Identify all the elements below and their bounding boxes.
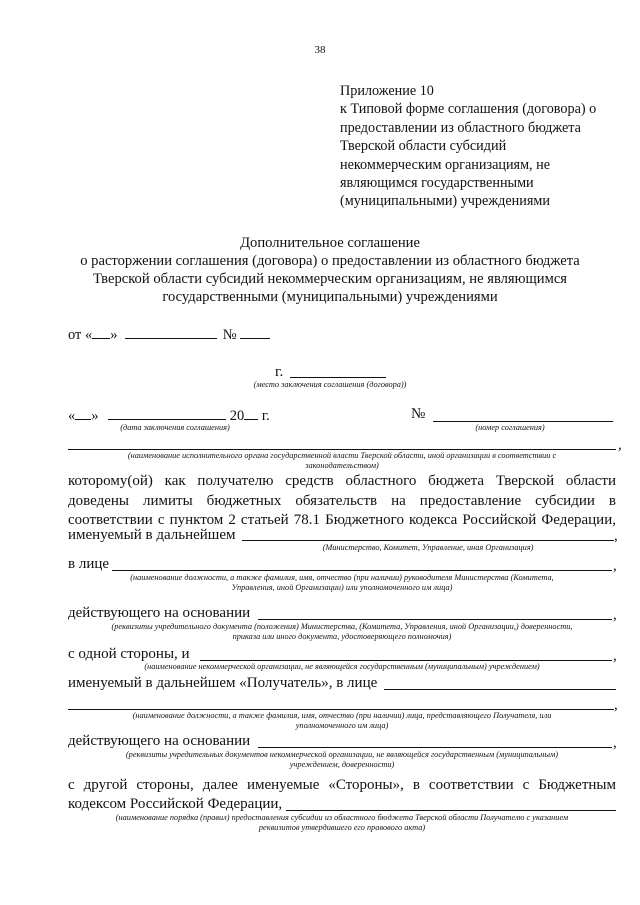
recipient-caption: (наименование должности, а также фамилия, имя, отчество (при наличии) лица, представляющего Получателя, или уполномоченного им лица): [132, 711, 552, 730]
other-side-paragraph: с другой стороны, далее именуемые «Стороны», в соответствии с Бюджетным: [68, 777, 616, 793]
appendix-line: предоставлении из областного бюджета: [340, 119, 581, 136]
recipient-acting-caption: (реквизиты учредительных документов некоммерческой организации, не являющейся государственным (муниципальным) учреждением, доверенности): [125, 750, 559, 769]
place-caption: (место заключения соглашения (договора)): [253, 380, 407, 389]
appendix-line: являющимся государственными: [340, 175, 534, 192]
title-line: Тверской области субсидий некоммерческим организациям, не являющимся: [92, 271, 568, 287]
agreement-date-line: « » 20 г.: [68, 408, 270, 424]
appendix-header: [340, 82, 625, 211]
named-label: именуемый в дальнейшем: [68, 527, 236, 543]
number-blank[interactable]: [240, 326, 270, 339]
agreement-day-blank[interactable]: [75, 407, 91, 420]
procedure-caption: (наименование порядка (правил) предоставления субсидии из областного бюджета Тверской области Получателю с указанием реквизитов утвердившего его правового акта): [115, 813, 569, 832]
document-page: 38 Приложение 10 к Типовой форме соглашения (договора) о предоставлении из областного бюджета Тверской области субсидий некоммерческим организациям, не являющимся государственными (муниципальными) учреждениями Дополнительное соглашение о расторжении соглашения (договора) о предоставлении из областного бюджета Тверской области субсидий некоммерческим организациям, не являющимся государственными (муниципальными) учреждениями от « » № г. (место заключения соглашения (договора)) « » 20 г. № (дата заключения соглашения) (номер соглашения) , (наименование исполнительного органа государственной власти Тверской области, иной организации в соответствии с законодательством) которому(ой) как получателю средств областного бюджета Тверской области доведены лимиты бюджетных обязательств на предоставление субсидии в соответствии с пунктом 2 статьей 78.1 Бюджетного кодекса Российской Федерации, именуемый в дальнейшем , (Министерство, Комитет, Управление, иная Организация) в лице , (наименование должности, а также фамилия, имя, отчество (при наличии) руководителя Министерства (Комитета, Управления, иной Организации) или уполномоченного им лица) действующего на основании , (реквизиты учредительного документа (положения) Министерства, (Комитета, Управления, иной Организации,) доверенности, приказа или иного документа, удостоверяющего полномочия) с одной стороны, и , (наименование некоммерческой организации, не являющейся государственным (муниципальным) учреждением) именуемый в дальнейшем «Получатель», в лице , (наименование должности, а также фамилия, имя, отчество (при наличии) лица, представляющего Получателя, или уполномоченного им лица) действующего на основании , (реквизиты учредительных документов некоммерческой организации, не являющейся государственным (муниципальным) учреждением, доверенности) с другой стороны, далее именуемые «Стороны», в соответствии с Бюджетным кодексом Российской Федерации, (наименование порядка (правил) предоставления субсидии из областного бюджета Тверской области Получателю с указанием реквизитов утвердившего его правового акта): [0, 0, 640, 905]
budget-code-label: кодексом Российской Федерации,: [68, 796, 283, 812]
named-caption: (Министерство, Комитет, Управление, иная Организация): [322, 543, 534, 552]
month-blank[interactable]: [125, 326, 217, 339]
document-title: [60, 234, 600, 306]
organization-blank[interactable]: [200, 660, 612, 661]
in-person-blank[interactable]: [112, 570, 612, 571]
title-line: государственными (муниципальными) учреждениями: [162, 289, 498, 305]
named-blank[interactable]: [242, 540, 614, 541]
executive-body-blank[interactable]: [68, 449, 616, 450]
appendix-line: (муниципальными) учреждениями: [340, 193, 550, 210]
title-line: о расторжении соглашения (договора) о предоставлении из областного бюджета: [80, 253, 580, 269]
date-caption: (дата заключения соглашения): [120, 423, 230, 432]
in-person-caption: (наименование должности, а также фамилия, имя, отчество (при наличии) руководителя Министерства (Комитета, Управления, иной Организации) или уполномоченного им лица): [130, 573, 554, 592]
agreement-number-label: №: [411, 406, 426, 422]
appendix-line: Приложение 10: [340, 83, 434, 99]
procedure-blank[interactable]: [286, 810, 616, 811]
agreement-number-blank[interactable]: [433, 421, 613, 422]
acting-basis-caption: (реквизиты учредительного документа (положения) Министерства, (Комитета, Управления, иной Организации,) доверенности, приказа или иного документа, удостоверяющего полномочия): [111, 622, 573, 641]
agreement-year-blank[interactable]: [244, 407, 258, 420]
number-caption: (номер соглашения): [475, 423, 545, 432]
recipient-person-blank-2[interactable]: [68, 709, 614, 710]
appendix-line: некоммерческим организациям, не: [340, 156, 551, 173]
acting-basis-label: действующего на основании: [68, 605, 251, 621]
executive-caption: (наименование исполнительного органа государственной власти Тверской области, иной организации в соответствии с законодательством): [127, 451, 557, 470]
one-side-label: с одной стороны, и: [68, 646, 190, 662]
page-number: 38: [314, 44, 326, 56]
recipient-acting-label: действующего на основании: [68, 733, 251, 749]
day-blank[interactable]: [92, 326, 110, 339]
title-line: Дополнительное соглашение: [240, 235, 420, 251]
city-blank[interactable]: [290, 377, 386, 378]
date-number-line: от « » №: [68, 326, 270, 344]
recipient-label: именуемый в дальнейшем «Получатель», в лице: [68, 675, 378, 691]
city-label: г.: [275, 364, 284, 380]
recipient-paragraph: которому(ой) как получателю средств областного бюджета Тверской области доведены лимиты бюджетных обязательств на предоставление субсидии в соответствии с пунктом 2 статьей 78.1 Бюджетного кодекса Российской Федерации,: [68, 473, 616, 528]
acting-basis-blank[interactable]: [258, 619, 612, 620]
organization-caption: (наименование некоммерческой организации, не являющейся государственным (муниципальным) учреждением): [144, 662, 540, 671]
recipient-acting-blank[interactable]: [258, 747, 612, 748]
agreement-month-blank[interactable]: [108, 407, 226, 420]
in-person-label: в лице: [68, 556, 110, 572]
appendix-line: к Типовой форме соглашения (договора) о: [340, 101, 597, 118]
recipient-person-blank[interactable]: [384, 689, 616, 690]
appendix-line: Тверской области субсидий: [340, 138, 507, 155]
